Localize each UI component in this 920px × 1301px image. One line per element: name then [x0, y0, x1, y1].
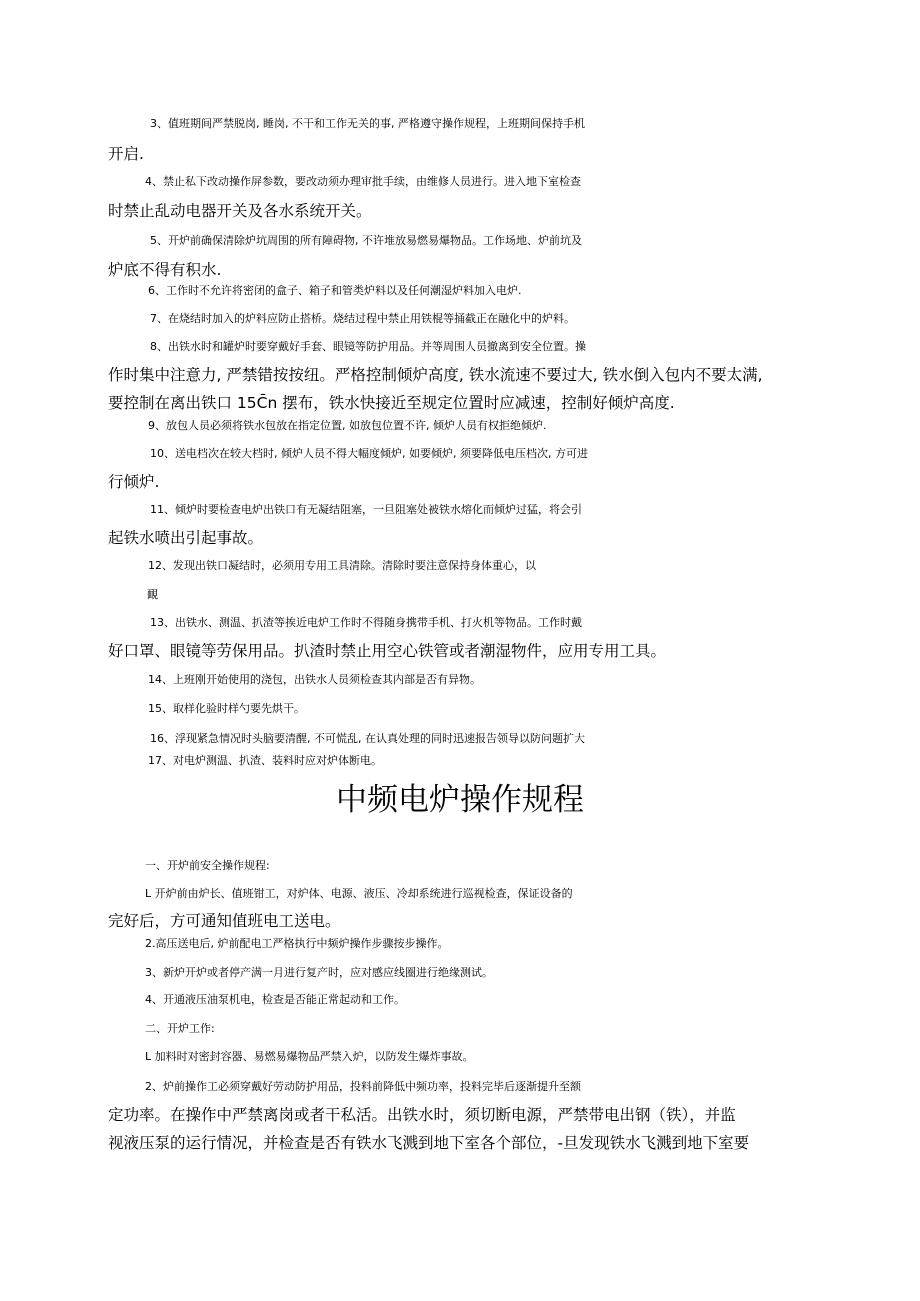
paragraph-line: 好口罩、眼镜等劳保用品。扒渣时禁止用空心铁管或者潮湿物件，应用专用工具。	[108, 642, 667, 660]
paragraph-line: 17、对电炉测温、扒渣、装料时应对炉体断电。	[148, 754, 382, 767]
paragraph-line: 8、出铁水时和罐炉时要穿戴好手套、眼镜等防护用品。并等周围人员撤离到安全位置。操	[150, 340, 586, 353]
paragraph-line: 9、放包人员必须将铁水包放在指定位置, 如放包位置不许, 倾炉人员有权拒绝倾炉.	[148, 419, 547, 432]
paragraph-line: 行倾炉.	[108, 473, 160, 491]
paragraph-line: 4、开通液压油泵机电，检查是否能正常起动和工作。	[145, 993, 405, 1006]
paragraph-line: 2.高压送电后, 炉前配电工严格执行中频炉操作步骤按步操作。	[145, 937, 449, 950]
paragraph-line: 4、禁止私下改动操作屏参数，要改动须办理审批手续，由维修人员进行。进入地下室检查	[145, 175, 581, 188]
section-heading: 一、开炉前安全操作规程:	[145, 859, 270, 872]
paragraph-line: 2、炉前操作工必须穿戴好劳动防护用品，投料前降低中频功率，投料完毕后逐渐提升至额	[145, 1080, 581, 1093]
paragraph-line: 靦	[147, 588, 158, 601]
paragraph-line: 11、倾炉时要检查电炉出铁口有无凝结阻塞，一旦阻塞处被铁水熔化而倾炉过猛，将会引	[150, 503, 582, 516]
paragraph-line: 3、新炉开炉或者停产满一月进行复产时，应对感应线圈进行绝缘测试。	[145, 966, 493, 979]
paragraph-line: 10、送电档次在较大档时, 倾炉人员不得大幅度倾炉, 如要倾炉, 须要降低电压档次, 方可进	[150, 447, 588, 460]
paragraph-line: 时禁止乱动电器开关及各水系统开关。	[108, 202, 372, 220]
paragraph-line: 15、取样化验时样勺要先烘干。	[148, 702, 305, 715]
paragraph-line: 炉底不得有积水.	[108, 261, 222, 279]
paragraph-line: 5、开炉前确保清除炉坑周围的所有障碍物, 不许堆放易燃易爆物品。工作场地、炉前坑及	[150, 234, 582, 247]
paragraph-line: 要控制在离出铁口 15C̄n 摆布，铁水快接近至规定位置时应减速，控制好倾炉高度.	[108, 394, 675, 412]
paragraph-line: 视液压泵的运行情况，并检查是否有铁水飞溅到地下室各个部位，-旦发现铁水飞溅到地下室要	[108, 1134, 750, 1152]
document-title: 中频电炉操作规程	[336, 782, 584, 818]
paragraph-line: 12、发现出铁口凝结时，必须用专用工具清除。清除时要注意保持身体重心，以	[148, 559, 536, 572]
paragraph-line: 起铁水喷出引起事故。	[108, 529, 264, 547]
paragraph-line: 作时集中注意力, 严禁错按按纽。严格控制倾炉高度, 铁水流速不要过大, 铁水倒入包内不要太满,	[108, 366, 763, 384]
paragraph-line: L 开炉前由炉长、值班钳工，对炉体、电源、液压、冷却系统进行巡视检查，保证设备的	[145, 887, 573, 900]
paragraph-line: 7、在烧结时加入的炉料应防止搭桥。烧结过程中禁止用铁棍等捅截正在融化中的炉料。	[150, 312, 575, 325]
paragraph-line: 6、工作时不允许将密闭的盒子、箱子和管类炉料以及任何潮湿炉料加入电炉.	[148, 284, 522, 297]
paragraph-line: 3、值班期间严禁脱岗, 睡岗, 不干和工作无关的事, 严格遵守操作规程，上班期间保持手机	[150, 117, 585, 130]
paragraph-line: 开启.	[108, 145, 144, 163]
section-heading: 二、开炉工作:	[145, 1022, 215, 1035]
paragraph-line: 定功率。在操作中严禁离岗或者干私活。出铁水时，须切断电源，严禁带电出钢（铁），并监	[108, 1106, 736, 1124]
paragraph-line: 13、出铁水、测温、扒渣等挨近电炉工作时不得随身携带手机、打火机等物品。工作时戴	[150, 616, 582, 629]
paragraph-line: 完好后，方可通知值班电工送电。	[108, 912, 341, 930]
paragraph-line: L 加料时对密封容器、易燃易爆物品严禁入炉，以防发生爆炸事故。	[145, 1050, 474, 1063]
paragraph-line: 16、浮现紧急情况时头脑要清醒, 不可慌乱, 在认真处理的同时迅速报告领导以防问题扩大	[150, 732, 585, 745]
paragraph-line: 14、上班刚开始使用的浇包，出铁水人员须检查其内部是否有异物。	[148, 673, 481, 686]
